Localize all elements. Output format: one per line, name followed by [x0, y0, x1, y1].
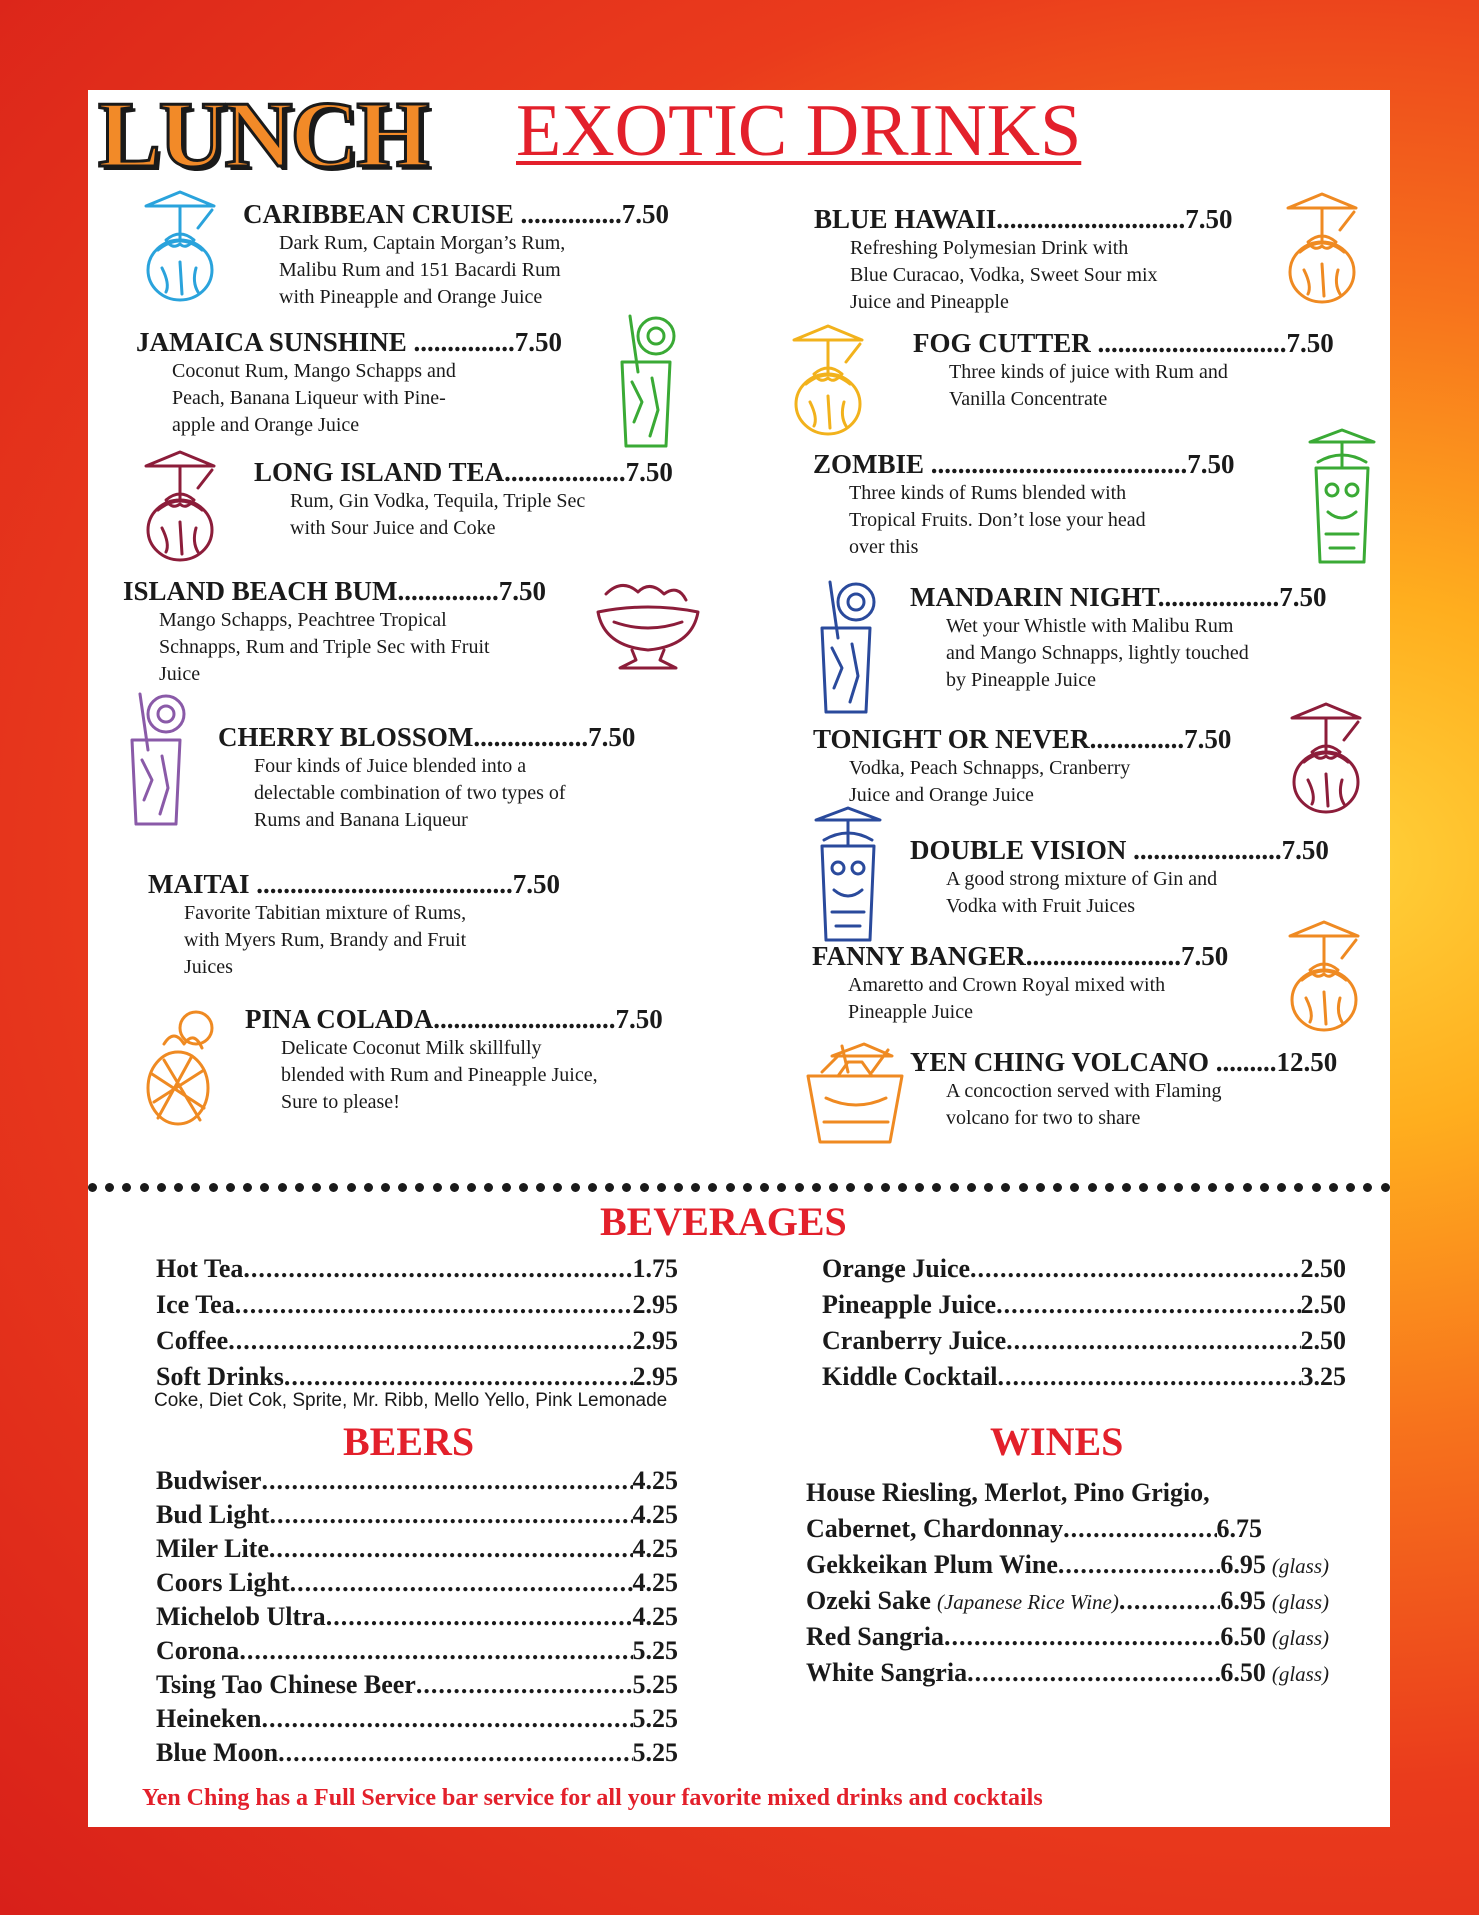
divider-dot [932, 1183, 941, 1192]
divider-dot [1363, 1183, 1372, 1192]
drink-description-line: A concoction served with Flaming [946, 1080, 1222, 1103]
drink-description-line: Favorite Tabitian mixture of Rums, [184, 902, 467, 925]
item-name: Kiddle Cocktail [822, 1362, 998, 1391]
item-price: 6.95 [1220, 1586, 1266, 1615]
price-row [156, 1328, 678, 1354]
item-price: 4.25 [632, 1534, 678, 1563]
divider-dot [1088, 1183, 1097, 1192]
price-row [806, 1552, 1329, 1578]
divider-dot [743, 1183, 752, 1192]
divider-dot [1053, 1183, 1062, 1192]
drink-description-line: Pineapple Juice [848, 1000, 973, 1023]
price-row [822, 1256, 1346, 1282]
dot-leader [228, 1328, 632, 1354]
dot-leader [970, 1256, 1300, 1282]
drink-description-line: Juice and Orange Juice [849, 783, 1034, 806]
footer-note: Yen Ching has a Full Service bar service for all your favorite mixed drinks and cocktails [142, 1785, 1043, 1811]
drink-name: ISLAND BEACH BUM...............7.50 [123, 576, 547, 606]
item-name: White Sangria [806, 1658, 968, 1687]
drink-description-line: with Pineapple and Orange Juice [279, 285, 543, 308]
divider-dot [1174, 1183, 1183, 1192]
divider-dot [898, 1183, 907, 1192]
item-name: Corona [156, 1636, 240, 1665]
price-row [156, 1256, 678, 1282]
divider-dot [726, 1183, 735, 1192]
divider-dot [140, 1183, 149, 1192]
drink-item [254, 458, 673, 542]
drink-description-line: Juice and Pineapple [850, 290, 1009, 313]
coconut-drink-icon [140, 188, 222, 309]
divider-dot [191, 1183, 200, 1192]
divider-dot [364, 1183, 373, 1192]
divider-dot [1294, 1183, 1303, 1192]
divider-dot [691, 1183, 700, 1192]
dot-leader [1006, 1328, 1300, 1354]
drink-item [910, 583, 1327, 693]
price-row [156, 1672, 678, 1698]
item-subnote: (Japanese Rice Wine) [936, 1590, 1119, 1614]
tall-glass-icon [122, 690, 192, 835]
glass-note: (glass) [1271, 1662, 1329, 1686]
drink-description-line: volcano for two to share [946, 1106, 1141, 1129]
exotic-drinks-title: EXOTIC DRINKS [516, 90, 1082, 172]
divider-dot [519, 1183, 528, 1192]
drink-description-line: with Myers Rum, Brandy and Fruit [184, 928, 467, 951]
divider-dot [312, 1183, 321, 1192]
wines-title: WINES [990, 1419, 1124, 1464]
tiki-glass-icon [812, 806, 884, 951]
drink-name: FANNY BANGER.......................7.50 [812, 941, 1229, 971]
divider-dot [846, 1183, 855, 1192]
price-row [822, 1328, 1346, 1354]
coconut-drink-icon [788, 322, 870, 443]
drink-description-line: Vodka with Fruit Juices [946, 894, 1136, 917]
item-price: 6.75 [1216, 1514, 1262, 1543]
drink-description-line: Vodka, Peach Schnapps, Cranberry [849, 757, 1131, 780]
item-name: Cabernet, Chardonnay [806, 1514, 1064, 1543]
divider-dot [571, 1183, 580, 1192]
divider-dot [1243, 1183, 1252, 1192]
dot-leader [1063, 1516, 1216, 1542]
divider-dot [1312, 1183, 1321, 1192]
price-row [806, 1660, 1329, 1686]
drink-item [910, 836, 1329, 920]
divider-dot [1036, 1183, 1045, 1192]
item-name: Ozeki Sake [806, 1586, 931, 1615]
drink-item [814, 205, 1233, 315]
divider-dot [226, 1183, 235, 1192]
divider-dot [415, 1183, 424, 1192]
divider-dot [122, 1183, 131, 1192]
drink-description-line: Coconut Rum, Mango Schapps and [172, 360, 456, 383]
drink-description-line: apple and Orange Juice [172, 413, 360, 436]
price-row [156, 1570, 678, 1596]
drink-description-line: Three kinds of juice with Rum and [949, 361, 1228, 384]
item-name: Tsing Tao Chinese Beer [156, 1670, 416, 1699]
item-name: Red Sangria [806, 1622, 944, 1651]
divider-dot [157, 1183, 166, 1192]
glass-note: (glass) [1271, 1590, 1329, 1614]
item-price: 2.95 [632, 1290, 678, 1319]
item-name: Blue Moon [156, 1738, 279, 1767]
price-row [822, 1364, 1346, 1390]
divider-dot [467, 1183, 476, 1192]
drink-name: BLUE HAWAII............................7.50 [814, 204, 1233, 234]
drink-item [910, 1048, 1337, 1132]
dot-leader [998, 1364, 1301, 1390]
drink-description-line: Blue Curacao, Vodka, Sweet Sour mix [850, 263, 1158, 286]
item-name: Ice Tea [156, 1290, 235, 1319]
divider-dot [864, 1183, 873, 1192]
item-price: 6.50 [1220, 1622, 1266, 1651]
divider-dot [622, 1183, 631, 1192]
divider-dot [347, 1183, 356, 1192]
item-price: 2.50 [1300, 1326, 1346, 1355]
divider-dot [605, 1183, 614, 1192]
price-row [156, 1536, 678, 1562]
drink-item [148, 870, 560, 980]
drink-description-line: and Mango Schnapps, lightly touched [946, 641, 1249, 664]
drink-description-line: Peach, Banana Liqueur with Pine- [172, 386, 446, 409]
dot-leader [243, 1256, 632, 1282]
drink-item [136, 328, 562, 438]
dot-leader [239, 1638, 632, 1664]
drink-description-line: Juice [159, 662, 201, 685]
item-price: 2.95 [632, 1362, 678, 1391]
divider-dot [1105, 1183, 1114, 1192]
drink-name: JAMAICA SUNSHINE ...............7.50 [136, 327, 563, 357]
item-price: 6.95 [1220, 1550, 1266, 1579]
dot-leader [284, 1364, 633, 1390]
dot-leader [278, 1740, 632, 1766]
divider-dot [674, 1183, 683, 1192]
item-name: Hot Tea [156, 1254, 244, 1283]
price-row [822, 1292, 1346, 1318]
drink-description-line: Delicate Coconut Milk skillfully [281, 1037, 542, 1060]
coconut-drink-icon [140, 448, 222, 569]
divider-dot [1381, 1183, 1390, 1192]
divider-dot [88, 1183, 97, 1192]
soft-drinks-note: Coke, Diet Cok, Sprite, Mr. Ribb, Mello Yello, Pink Lemonade [154, 1390, 668, 1411]
drink-description-line: Schnapps, Rum and Triple Sec with Fruit [159, 635, 490, 658]
drink-item [813, 450, 1235, 560]
drink-item [218, 723, 635, 833]
tiki-glass-icon [1306, 428, 1378, 573]
pineapple-drink-icon [134, 1008, 234, 1133]
drink-description-line: A good strong mixture of Gin and [946, 868, 1218, 891]
drink-description-line: Malibu Rum and 151 Bacardi Rum [279, 258, 561, 281]
dot-leader [290, 1570, 633, 1596]
divider-dot [950, 1183, 959, 1192]
item-price: 5.25 [632, 1670, 678, 1699]
drink-name: PINA COLADA...........................7.50 [245, 1004, 663, 1034]
drink-name: DOUBLE VISION ......................7.50 [910, 835, 1329, 865]
drink-description-line: delectable combination of two types of [254, 781, 566, 804]
drink-description-line: by Pineapple Juice [946, 668, 1096, 691]
divider-dot [174, 1183, 183, 1192]
dot-leader [269, 1502, 632, 1528]
divider-dot [1277, 1183, 1286, 1192]
dot-leader [1058, 1552, 1220, 1578]
divider-dot [295, 1183, 304, 1192]
item-price: 1.75 [632, 1254, 678, 1283]
dot-leader [269, 1536, 633, 1562]
divider-dot [777, 1183, 786, 1192]
drink-description-line: with Sour Juice and Coke [290, 516, 496, 539]
drink-description-line: Juices [184, 955, 233, 978]
drink-description-line: Mango Schapps, Peachtree Tropical [159, 609, 447, 632]
dot-leader [967, 1660, 1220, 1686]
dot-leader [235, 1292, 633, 1318]
drink-item [813, 725, 1231, 809]
divider-dot [209, 1183, 218, 1192]
item-name: Bud Light [156, 1500, 270, 1529]
drink-description-line: Three kinds of Rums blended with [849, 482, 1127, 505]
divider-dot [1157, 1183, 1166, 1192]
divider-dot [1070, 1183, 1079, 1192]
item-name: Gekkeikan Plum Wine [806, 1550, 1058, 1579]
item-price: 5.25 [632, 1704, 678, 1733]
drink-description-line: Tropical Fruits. Don’t lose your head [849, 508, 1146, 531]
glass-note: (glass) [1271, 1554, 1329, 1578]
drink-description-line: Rums and Banana Liqueur [254, 808, 468, 831]
wine-varietals-line: House Riesling, Merlot, Pino Grigio, [806, 1478, 1210, 1507]
item-price: 4.25 [632, 1602, 678, 1631]
drink-item [123, 577, 546, 687]
item-price: 4.25 [632, 1500, 678, 1529]
drink-description-line: Sure to please! [281, 1090, 400, 1113]
divider-dot [1139, 1183, 1148, 1192]
item-name: Pineapple Juice [822, 1290, 997, 1319]
divider-dot [915, 1183, 924, 1192]
divider-dot [1001, 1183, 1010, 1192]
divider-dot [536, 1183, 545, 1192]
item-name: Miler Lite [156, 1534, 269, 1563]
item-price: 4.25 [632, 1568, 678, 1597]
divider-dot [1346, 1183, 1355, 1192]
item-name: Orange Juice [822, 1254, 971, 1283]
divider-dot [795, 1183, 804, 1192]
drink-item [812, 942, 1228, 1026]
coconut-drink-icon [1286, 700, 1368, 821]
divider-dot [243, 1183, 252, 1192]
drink-description-line: Dark Rum, Captain Morgan’s Rum, [279, 232, 566, 255]
divider-dot [1122, 1183, 1131, 1192]
drink-name: FOG CUTTER ............................7.50 [913, 328, 1334, 358]
dot-leader [416, 1672, 633, 1698]
divider-dot [812, 1183, 821, 1192]
divider-dot [657, 1183, 666, 1192]
price-row [156, 1740, 678, 1766]
item-price: 2.50 [1300, 1290, 1346, 1319]
item-name: Soft Drinks [156, 1362, 284, 1391]
drink-name: LONG ISLAND TEA..................7.50 [254, 457, 673, 487]
price-row [156, 1706, 678, 1732]
divider-dot [278, 1183, 287, 1192]
drink-item [245, 1005, 663, 1115]
divider-dot [1225, 1183, 1234, 1192]
dot-leader [326, 1604, 633, 1630]
dot-leader [996, 1292, 1300, 1318]
price-row [156, 1638, 678, 1664]
divider-dot [967, 1183, 976, 1192]
divider-dot [260, 1183, 269, 1192]
drink-name: CHERRY BLOSSOM.................7.50 [218, 722, 636, 752]
drink-item [913, 329, 1334, 413]
drink-name: YEN CHING VOLCANO .........12.50 [910, 1047, 1338, 1077]
price-row [806, 1588, 1329, 1614]
item-name: Michelob Ultra [156, 1602, 326, 1631]
divider-dot [1019, 1183, 1028, 1192]
divider-dot [484, 1183, 493, 1192]
drink-name: ZOMBIE ......................................7.50 [813, 449, 1235, 479]
drink-description-line: Four kinds of Juice blended into a [254, 755, 527, 778]
coconut-drink-icon [1284, 918, 1366, 1039]
price-row [156, 1364, 678, 1390]
divider-dot [1260, 1183, 1269, 1192]
lunch-title: LUNCH [98, 83, 428, 187]
bowl-drink-icon [592, 572, 704, 677]
price-row [156, 1468, 678, 1494]
item-name: Coffee [156, 1326, 229, 1355]
divider-dot [502, 1183, 511, 1192]
price-row [156, 1604, 678, 1630]
tall-glass-icon [612, 312, 682, 457]
price-row [806, 1624, 1329, 1650]
section-divider [88, 1180, 1390, 1194]
drink-name: MAITAI ......................................7.50 [148, 869, 561, 899]
item-name: Heineken [156, 1704, 262, 1733]
divider-dot [640, 1183, 649, 1192]
glass-note: (glass) [1271, 1626, 1329, 1650]
divider-dot [553, 1183, 562, 1192]
item-price: 3.25 [1300, 1362, 1346, 1391]
divider-dot [588, 1183, 597, 1192]
tall-glass-icon [812, 578, 882, 723]
price-row [806, 1516, 1262, 1542]
item-price: 5.25 [632, 1636, 678, 1665]
item-name: Coors Light [156, 1568, 290, 1597]
drink-description-line: Wet your Whistle with Malibu Rum [946, 615, 1234, 638]
drink-item [243, 200, 669, 310]
divider-dot [1191, 1183, 1200, 1192]
price-row [156, 1292, 678, 1318]
drink-description-line: Refreshing Polymesian Drink with [850, 237, 1129, 260]
divider-dot [433, 1183, 442, 1192]
drink-description-line: over this [849, 535, 919, 558]
divider-dot [829, 1183, 838, 1192]
item-price: 6.50 [1220, 1658, 1266, 1687]
beverages-title: BEVERAGES [600, 1199, 847, 1244]
item-name: Cranberry Juice [822, 1326, 1007, 1355]
item-name: Budwiser [156, 1466, 262, 1495]
beers-title: BEERS [343, 1419, 475, 1464]
drink-description-line: Vanilla Concentrate [949, 387, 1108, 410]
item-price: 2.95 [632, 1326, 678, 1355]
drink-name: TONIGHT OR NEVER..............7.50 [813, 724, 1232, 754]
divider-dot [1208, 1183, 1217, 1192]
item-price: 4.25 [632, 1466, 678, 1495]
divider-dot [398, 1183, 407, 1192]
divider-dot [708, 1183, 717, 1192]
divider-dot [329, 1183, 338, 1192]
divider-dot [105, 1183, 114, 1192]
dot-leader [261, 1468, 632, 1494]
volcano-bowl-icon [802, 1042, 910, 1157]
item-price: 5.25 [632, 1738, 678, 1767]
drink-description-line: Amaretto and Crown Royal mixed with [848, 974, 1166, 997]
dot-leader [944, 1624, 1220, 1650]
item-price: 2.50 [1300, 1254, 1346, 1283]
drink-name: CARIBBEAN CRUISE ...............7.50 [243, 199, 670, 229]
price-row [156, 1502, 678, 1528]
divider-dot [450, 1183, 459, 1192]
drink-name: MANDARIN NIGHT..................7.50 [910, 582, 1327, 612]
coconut-drink-icon [1282, 190, 1364, 311]
divider-dot [760, 1183, 769, 1192]
divider-dot [1329, 1183, 1338, 1192]
dot-leader [261, 1706, 632, 1732]
divider-dot [381, 1183, 390, 1192]
dot-leader [1119, 1588, 1220, 1614]
divider-dot [881, 1183, 890, 1192]
drink-description-line: blended with Rum and Pineapple Juice, [281, 1063, 598, 1086]
divider-dot [984, 1183, 993, 1192]
drink-description-line: Rum, Gin Vodka, Tequila, Triple Sec [290, 490, 586, 513]
